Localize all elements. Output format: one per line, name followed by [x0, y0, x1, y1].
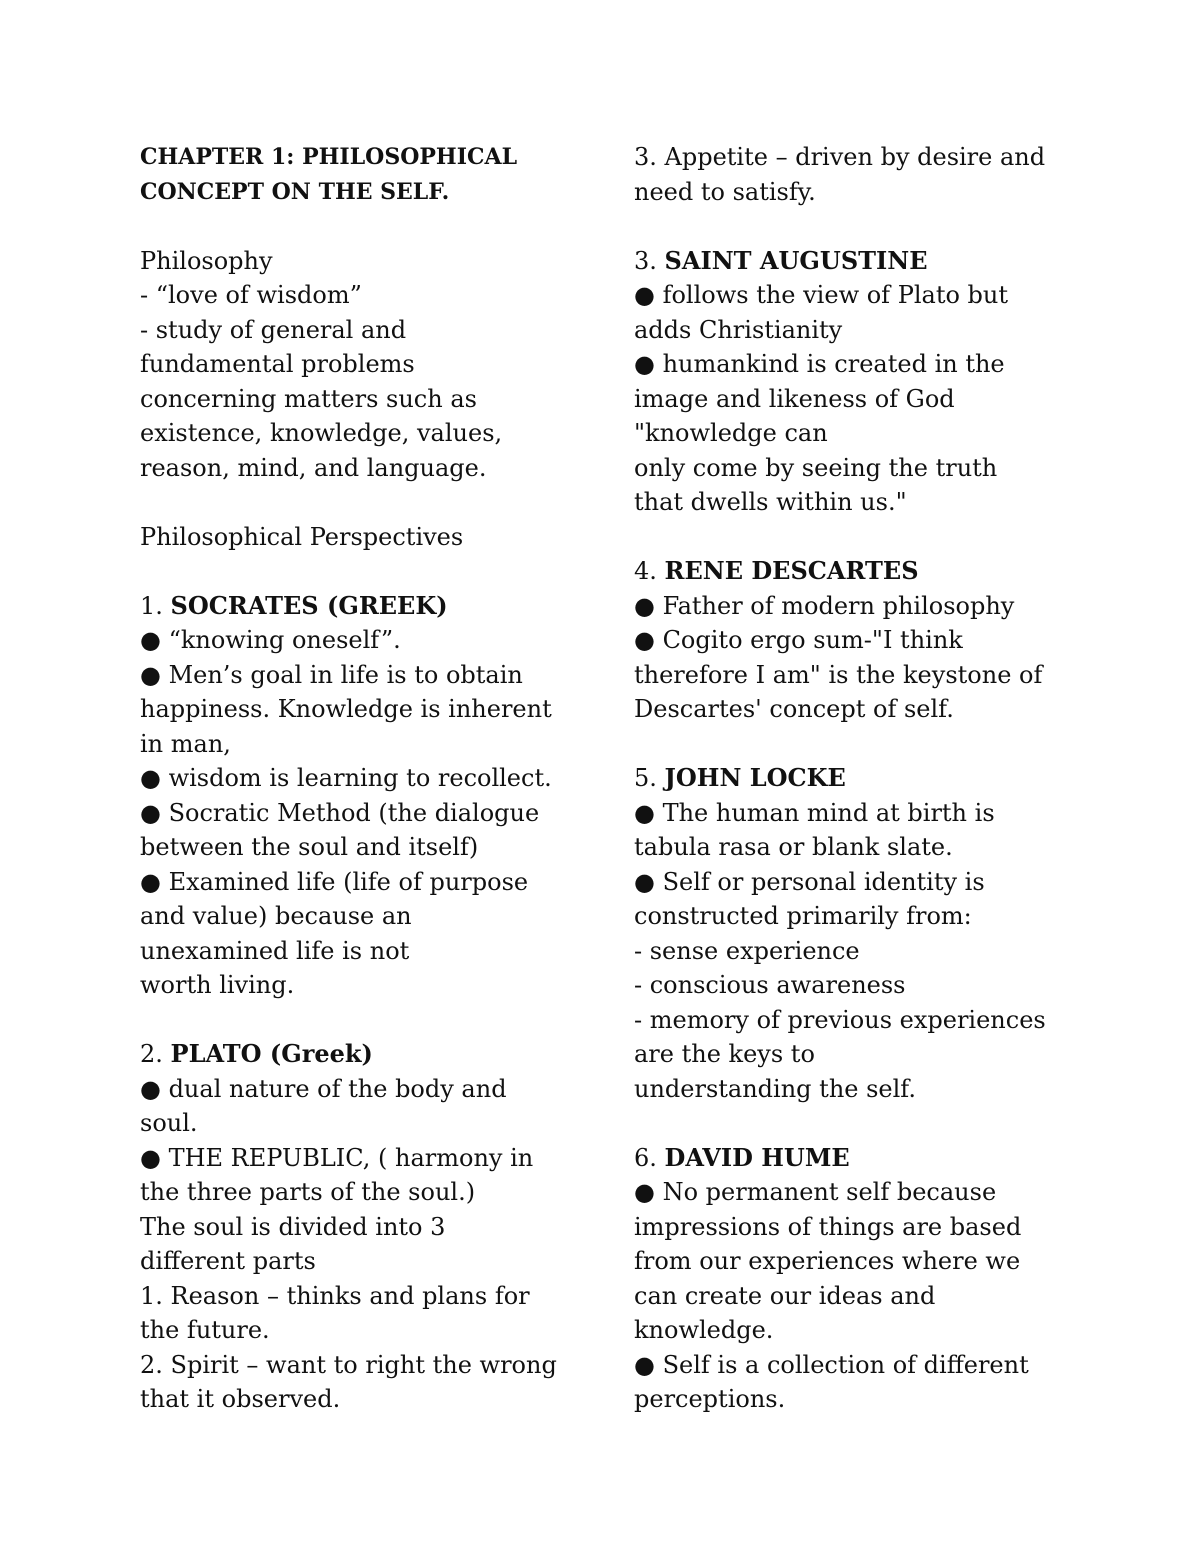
- appetite-line: 3. Appetite – driven by desire and: [634, 143, 1046, 171]
- locke-line: ● The human mind at birth is: [634, 798, 995, 827]
- section-number: 5.: [634, 764, 665, 792]
- philosopher-name: JOHN LOCKE: [664, 763, 846, 792]
- socrates-line: happiness. Knowledge is inherent: [140, 695, 552, 723]
- socrates-line: ● wisdom is learning to recollect.: [140, 764, 552, 792]
- plato-heading: [140, 1037, 580, 1072]
- philosophy-line: concerning matters such as: [140, 384, 477, 413]
- chapter-title-line-1: CHAPTER 1: PHILOSOPHICAL: [140, 144, 518, 170]
- descartes-line: therefore I am" is the keystone of: [634, 660, 1043, 689]
- locke-line: - memory of previous experiences: [634, 1005, 1046, 1034]
- section-number: 1.: [140, 591, 171, 620]
- augustine-line: that dwells within us.": [634, 488, 907, 516]
- hume-line: can create our ideas and: [634, 1281, 936, 1310]
- spacer: [140, 485, 580, 520]
- right-column: [634, 140, 1074, 1417]
- left-column: [140, 140, 580, 1417]
- descartes-line: ● Father of modern philosophy: [634, 591, 1015, 620]
- chapter-title-line-2: CONCEPT ON THE SELF.: [140, 178, 450, 205]
- appetite-line: need to satisfy.: [634, 177, 816, 206]
- philosopher-name: RENE DESCARTES: [664, 556, 919, 585]
- socrates-line: between the soul and itself): [140, 833, 479, 861]
- philosophy-line: fundamental problems: [140, 350, 415, 378]
- socrates-line: and value) because an: [140, 902, 412, 930]
- spacer: [634, 727, 1074, 762]
- spacer: [140, 1003, 580, 1038]
- philosophy-line: - study of general and: [140, 315, 407, 344]
- philosopher-name: PLATO (Greek): [170, 1039, 373, 1068]
- section-number: 3.: [634, 246, 665, 275]
- descartes-heading: [634, 554, 1074, 589]
- hume-line: perceptions.: [634, 1385, 786, 1413]
- augustine-line: only come by seeing the truth: [634, 453, 998, 482]
- plato-line: 2. Spirit – want to right the wrong: [140, 1350, 557, 1379]
- augustine-line: image and likeness of God: [634, 384, 955, 413]
- socrates-line: worth living.: [140, 971, 295, 999]
- section-number: 2.: [140, 1040, 171, 1068]
- socrates-line: ● Examined life (life of purpose: [140, 867, 529, 896]
- descartes-line: ● Cogito ergo sum-"I think: [634, 626, 963, 654]
- philosopher-name: SAINT AUGUSTINE: [664, 245, 928, 275]
- hume-line: impressions of things are based: [634, 1212, 1022, 1241]
- socrates-line: ● Socratic Method (the dialogue: [140, 798, 540, 827]
- plato-line: ● THE REPUBLIC, ( harmony in: [140, 1143, 534, 1172]
- augustine-line: ● humankind is created in the: [634, 350, 1005, 378]
- philosophy-line: existence, knowledge, values,: [140, 419, 503, 447]
- augustine-line: ● follows the view of Plato but: [634, 281, 1009, 309]
- plato-line: different parts: [140, 1247, 316, 1275]
- locke-line: ● Self or personal identity is: [634, 867, 985, 896]
- augustine-line: "knowledge can: [634, 419, 828, 447]
- locke-line: - conscious awareness: [634, 971, 906, 999]
- hume-line: knowledge.: [634, 1316, 774, 1344]
- plato-line: that it observed.: [140, 1385, 341, 1413]
- locke-line: understanding the self.: [634, 1074, 916, 1103]
- plato-line: ● dual nature of the body and: [140, 1074, 507, 1103]
- philosophy-line: reason, mind, and language.: [140, 453, 487, 482]
- socrates-line: unexamined life is not: [140, 936, 410, 965]
- plato-line: the three parts of the soul.): [140, 1178, 476, 1206]
- socrates-line: ● Men’s goal in life is to obtain: [140, 660, 523, 689]
- socrates-line: ● “knowing oneself”.: [140, 626, 401, 654]
- spacer: [140, 554, 580, 589]
- plato-line: the future.: [140, 1316, 270, 1344]
- socrates-line: in man,: [140, 729, 231, 758]
- spacer: [140, 209, 580, 244]
- philosopher-name: DAVID HUME: [664, 1142, 850, 1172]
- hume-heading: [634, 1141, 1074, 1176]
- hume-line: ● Self is a collection of different: [634, 1350, 1029, 1379]
- spacer: [634, 520, 1074, 555]
- augustine-line: adds Christianity: [634, 315, 843, 344]
- philosophy-line: - “love of wisdom”: [140, 281, 362, 309]
- locke-line: are the keys to: [634, 1040, 815, 1068]
- philosopher-name: SOCRATES (GREEK): [170, 590, 448, 620]
- hume-line: from our experiences where we: [634, 1247, 1021, 1275]
- hume-line: ● No permanent self because: [634, 1178, 997, 1206]
- section-number: 6.: [634, 1143, 665, 1172]
- section-number: 4.: [634, 557, 665, 585]
- spacer: [634, 1106, 1074, 1141]
- philosophy-heading: Philosophy: [140, 246, 273, 275]
- plato-line: soul.: [140, 1109, 198, 1137]
- plato-line: The soul is divided into 3: [140, 1212, 446, 1241]
- plato-line: 1. Reason – thinks and plans for: [140, 1281, 530, 1310]
- locke-line: constructed primarily from:: [634, 902, 972, 930]
- descartes-line: Descartes' concept of self.: [634, 695, 954, 723]
- socrates-heading: [140, 589, 580, 624]
- perspectives-heading: Philosophical Perspectives: [140, 522, 464, 551]
- locke-line: tabula rasa or blank slate.: [634, 833, 953, 861]
- locke-line: - sense experience: [634, 936, 860, 965]
- locke-heading: [634, 761, 1074, 796]
- spacer: [634, 209, 1074, 244]
- augustine-heading: [634, 244, 1074, 279]
